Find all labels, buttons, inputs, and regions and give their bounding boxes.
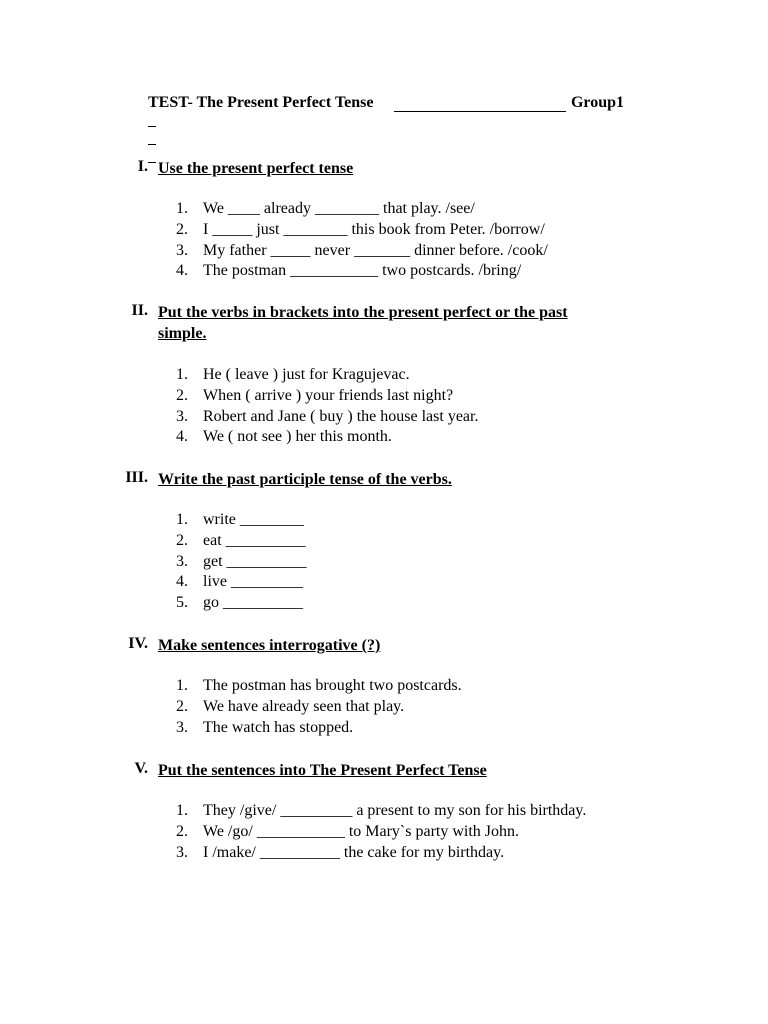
section-title: Write the past participle tense of the verbs. xyxy=(158,471,452,488)
item-number: 3. xyxy=(176,552,188,570)
section-title: Put the sentences into The Present Perfect Tense xyxy=(158,762,487,779)
item-number: 1. xyxy=(176,802,188,819)
item-number: 2. xyxy=(176,386,188,404)
header-underline-gap xyxy=(394,111,566,112)
item-text: I _____ just ________ this book from Peter. /borrow/ xyxy=(203,220,545,238)
item-text: get __________ xyxy=(203,552,307,570)
item-text: Robert and Jane ( buy ) the house last year. xyxy=(203,407,479,425)
section-title: Use the present perfect tense xyxy=(158,160,354,177)
section-title: Put the verbs in brackets into the present perfect or the past simple. xyxy=(158,304,568,342)
item-number: 1. xyxy=(176,677,188,694)
item-text: The postman ___________ two postcards. /bring/ xyxy=(203,262,522,280)
item-text: We ( not see ) her this month. xyxy=(203,428,392,446)
item-text: When ( arrive ) your friends last night? xyxy=(203,386,454,404)
section-numeral: I. xyxy=(137,158,148,175)
item-text: The watch has stopped. xyxy=(203,718,354,736)
section-numeral: IV. xyxy=(128,635,148,652)
section-numeral: III. xyxy=(125,469,148,486)
section-title: Make sentences interrogative (?) xyxy=(158,637,381,654)
item-text: The postman has brought two postcards. xyxy=(203,677,462,694)
item-text: He ( leave ) just for Kragujevac. xyxy=(203,366,410,383)
item-text: They /give/ _________ a present to my son for his birthday. xyxy=(203,802,587,819)
item-number: 5. xyxy=(176,594,188,612)
item-number: 2. xyxy=(176,822,188,840)
item-number: 3. xyxy=(176,241,188,259)
test-title: TEST- The Present Perfect Tense xyxy=(148,94,374,111)
item-number: 1. xyxy=(176,511,188,528)
item-number: 2. xyxy=(176,697,188,715)
item-number: 4. xyxy=(176,262,188,280)
item-text: My father _____ never _______ dinner before. /cook/ xyxy=(203,241,548,259)
item-number: 2. xyxy=(176,220,188,238)
item-text: We /go/ ___________ to Mary`s party with John. xyxy=(203,822,520,840)
item-text: write ________ xyxy=(203,511,304,528)
item-number: 3. xyxy=(176,718,188,736)
group-label: Group1 xyxy=(570,94,624,111)
item-text: We ____ already ________ that play. /see/ xyxy=(203,200,475,217)
item-number: 3. xyxy=(176,407,188,425)
item-number: 4. xyxy=(176,428,188,446)
item-number: 1. xyxy=(176,366,188,383)
section-numeral: V. xyxy=(134,760,148,777)
item-number: 2. xyxy=(176,531,188,549)
item-number: 4. xyxy=(176,573,188,591)
item-text: eat __________ xyxy=(203,531,306,549)
item-text: live _________ xyxy=(203,573,303,591)
section-numeral: II. xyxy=(131,302,148,319)
item-number: 1. xyxy=(176,200,188,217)
item-text: We have already seen that play. xyxy=(203,697,405,715)
item-number: 3. xyxy=(176,843,188,861)
item-text: go __________ xyxy=(203,594,303,612)
item-text: I /make/ __________ the cake for my birthday. xyxy=(203,843,505,861)
test-header xyxy=(148,94,624,116)
